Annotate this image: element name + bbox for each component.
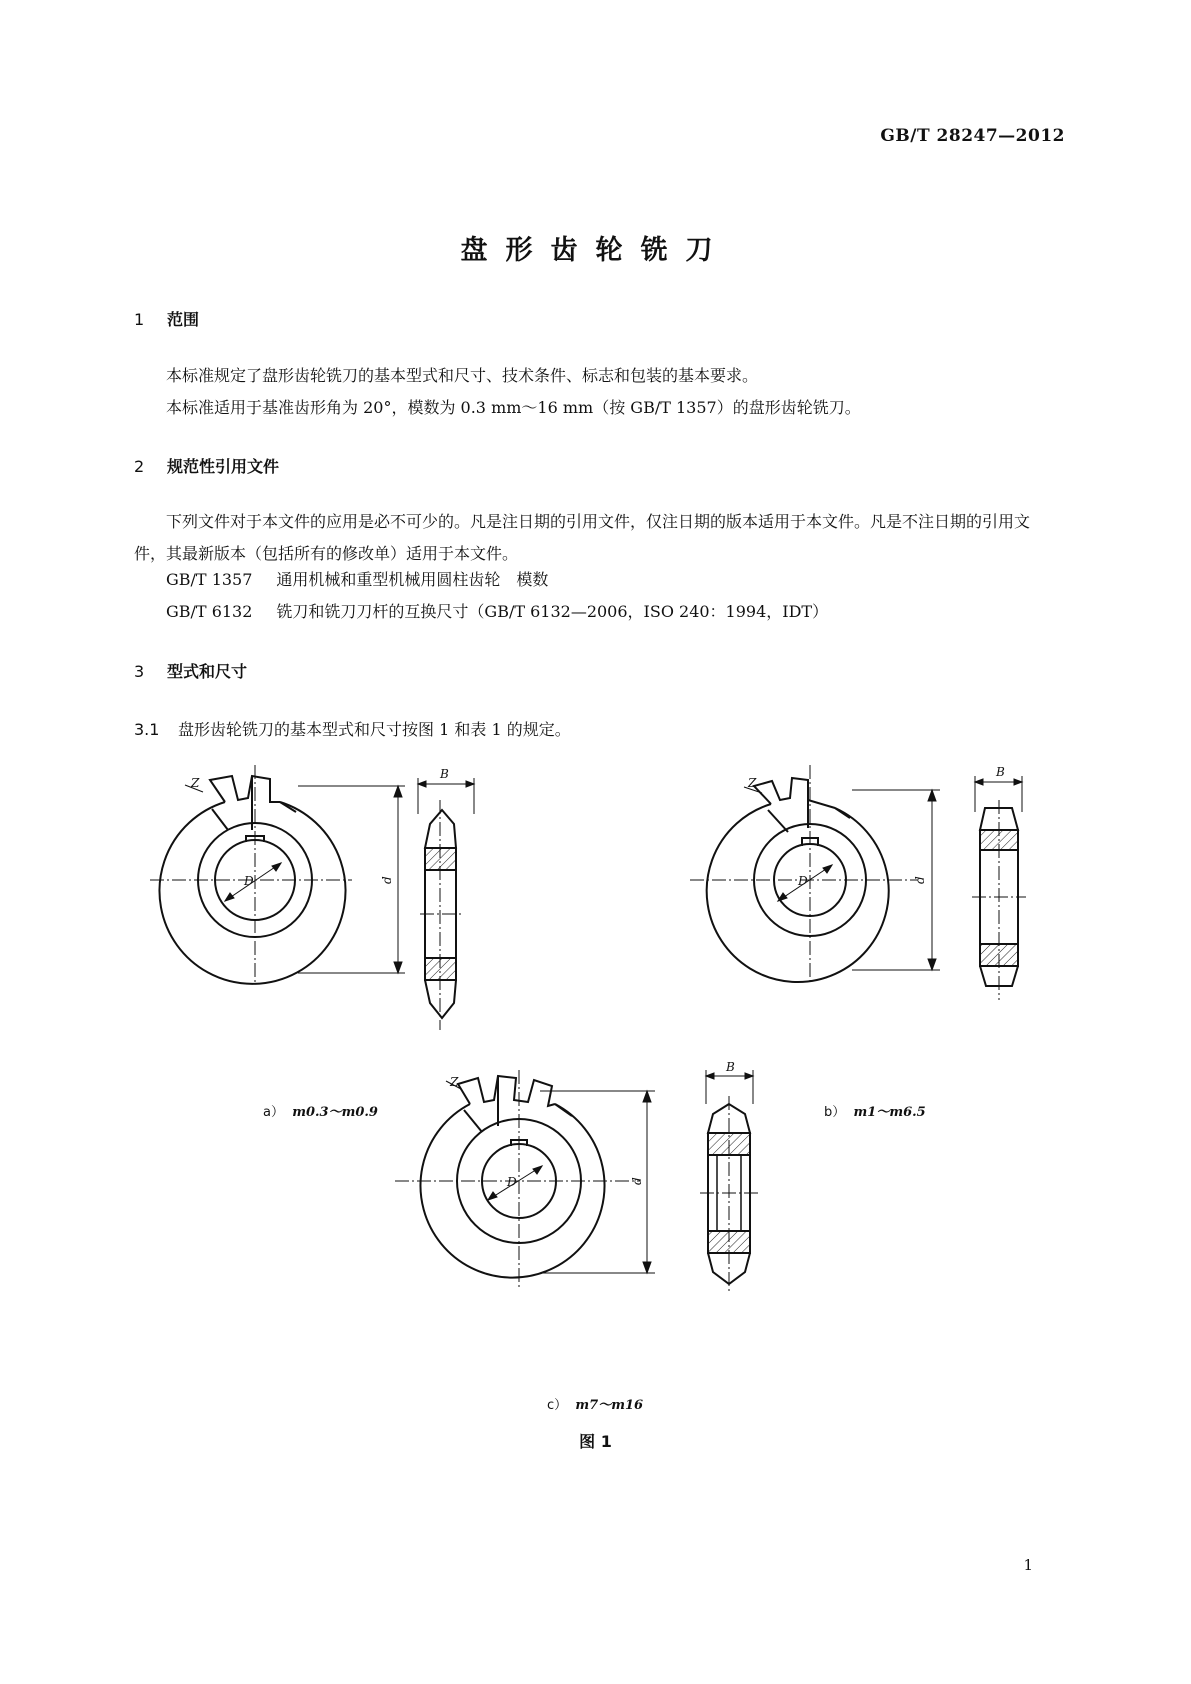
section-title: 规范性引用文件 (167, 457, 280, 476)
paragraph: 本标准适用于基准齿形角为 20°，模数为 0.3 mm～16 mm（按 GB/T 1357）的盘形齿轮铣刀。 (166, 398, 861, 417)
reference-title: 铣刀和铣刀刀杆的互换尺寸（GB/T 6132—2006，ISO 240：1994，IDT） (276, 602, 829, 621)
centerlines-c (395, 1070, 640, 1290)
caption-a (263, 1101, 378, 1120)
paragraph: 本标准规定了盘形齿轮铣刀的基本型式和尺寸、技术条件、标志和包装的基本要求。 (166, 366, 759, 385)
caption-prefix: b） (824, 1105, 846, 1120)
label-teeth: Z (748, 776, 757, 790)
section-number: 1 (134, 310, 145, 329)
page-number: 1 (1023, 1556, 1033, 1574)
section-title: 范围 (167, 310, 200, 329)
caption-c (547, 1394, 643, 1413)
clause-text: 盘形齿轮铣刀的基本型式和尺寸按图 1 和表 1 的规定。 (178, 720, 571, 739)
caption-range: m0.3～m0.9 (292, 1105, 378, 1120)
labels-b (747, 765, 1005, 888)
section-number: 3 (134, 662, 145, 681)
caption-range: m1～m6.5 (853, 1105, 926, 1120)
label-bore: D (244, 874, 254, 888)
side-view-a (420, 800, 462, 1030)
label-width: B (726, 1060, 735, 1074)
clause-number: 3.1 (134, 720, 160, 739)
standard-code: GB/T 28247—2012 (880, 126, 1065, 146)
figure-title: 图 1 (579, 1432, 612, 1451)
caption-b (824, 1101, 926, 1120)
caption-prefix: a） (263, 1105, 284, 1120)
label-width: B (440, 767, 449, 781)
label-diameter: d (630, 1177, 644, 1185)
paragraph: 下列文件对于本文件的应用是必不可少的。凡是注日期的引用文件，仅注日期的版本适用于本文件。凡是不注日期的引用文件，其最新版本（包括所有的修改单）适用于本文件。 (134, 512, 1031, 563)
label-width: B (996, 765, 1005, 779)
label-diameter: d (913, 876, 927, 884)
label-bore: D (798, 874, 808, 888)
side-view-c (700, 1096, 758, 1292)
section-number: 2 (134, 457, 145, 476)
label-bore: D (507, 1175, 517, 1189)
reference-code: GB/T 1357 (166, 570, 253, 589)
reference-code: GB/T 6132 (166, 602, 253, 621)
caption-range: m7～m16 (575, 1398, 644, 1413)
document-title: 盘形齿轮铣刀 (460, 235, 731, 266)
section-title: 型式和尺寸 (167, 662, 248, 681)
label-diameter: d (380, 876, 394, 884)
label-teeth: Z (450, 1075, 459, 1089)
label-teeth: Z (191, 776, 200, 790)
reference-title: 通用机械和重型机械用圆柱齿轮 模数 (276, 570, 549, 589)
side-view-b (972, 800, 1026, 1000)
caption-prefix: c） (547, 1398, 568, 1413)
